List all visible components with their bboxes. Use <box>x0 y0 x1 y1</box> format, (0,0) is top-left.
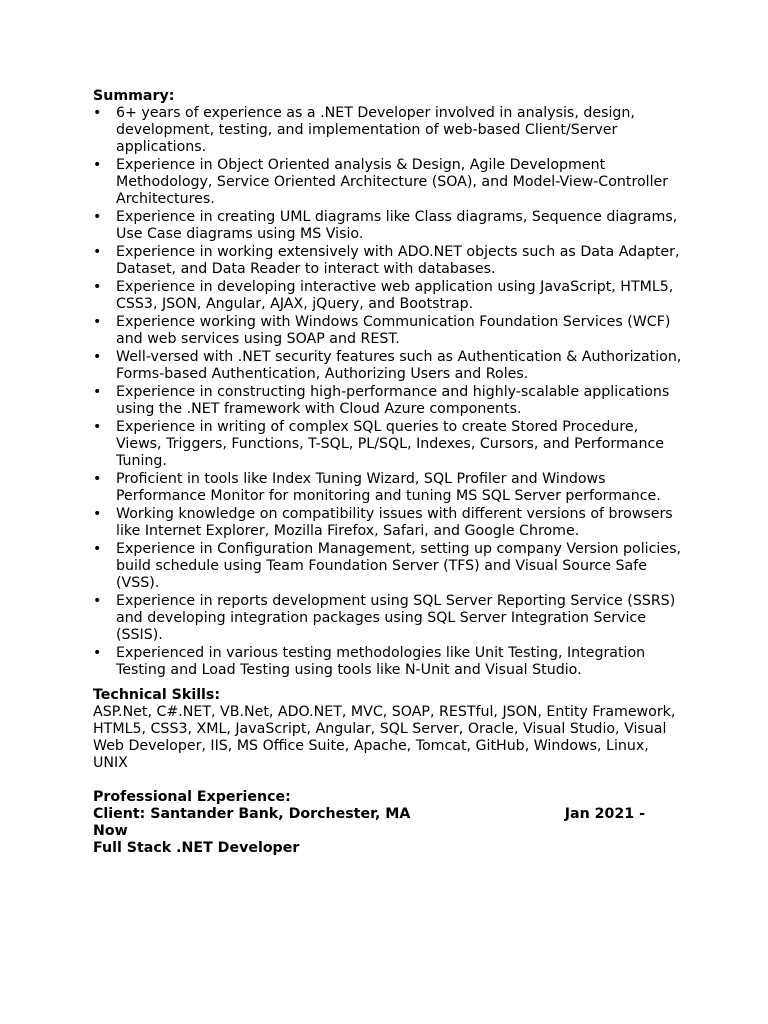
skills-section <box>93 687 683 772</box>
resume-page <box>93 88 683 857</box>
list-item <box>93 279 683 313</box>
list-item <box>93 244 683 278</box>
bullet-icon: • <box>93 244 102 260</box>
list-item-text: Experienced in various testing methodologies like Unit Testing, Integration Testing and Load Testing using tools like N-Unit and Visual Studio. <box>116 645 646 678</box>
list-item-text: Experience working with Windows Communication Foundation Services (WCF) and web services using SOAP and REST. <box>116 314 671 347</box>
list-item-text: 6+ years of experience as a .NET Developer involved in analysis, design, development, testing, and implementation of web-based Client/Server applications. <box>116 105 635 155</box>
bullet-icon: • <box>93 314 102 330</box>
list-item-text: Experience in developing interactive web application using JavaScript, HTML5, CSS3, JSON, Angular, AJAX, jQuery, and Bootstrap. <box>116 279 674 312</box>
bullet-icon: • <box>93 157 102 173</box>
list-item-text: Experience in working extensively with ADO.NET objects such as Data Adapter, Dataset, and Data Reader to interact with databases. <box>116 244 680 277</box>
list-item <box>93 349 683 383</box>
employment-dates: Jan 2021 - <box>564 806 645 822</box>
list-item <box>93 419 683 470</box>
bullet-icon: • <box>93 349 102 365</box>
client-name: Client: Santander Bank, Dorchester, MA <box>93 806 411 822</box>
list-item-text: Experience in Configuration Management, setting up company Version policies, build schedule using Team Foundation Server (TFS) and Visual Source Safe (VSS). <box>116 541 681 591</box>
list-item-text: Experience in reports development using SQL Server Reporting Service (SSRS) and developing integration packages using SQL Server Integration Service (SSIS). <box>116 593 676 643</box>
list-item-text: Working knowledge on compatibility issues with different versions of browsers like Internet Explorer, Mozilla Firefox, Safari, and Google Chrome. <box>116 506 673 539</box>
bullet-icon: • <box>93 471 102 487</box>
list-item <box>93 506 683 540</box>
list-item <box>93 314 683 348</box>
list-item-text: Experience in Object Oriented analysis & Design, Agile Development Methodology, Service Oriented Architecture (SOA), and Model-View-Controller Architectures. <box>116 157 669 207</box>
experience-section <box>93 789 683 857</box>
list-item-text: Experience in creating UML diagrams like Class diagrams, Sequence diagrams, Use Case diagrams using MS Visio. <box>116 209 678 242</box>
bullet-icon: • <box>93 593 102 609</box>
skills-text: ASP.Net, C#.NET, VB.Net, ADO.NET, MVC, SOAP, RESTful, JSON, Entity Framework, HTML5, CSS3, XML, JavaScript, Angular, SQL Server, Oracle, Visual Studio, Visual Web Developer, IIS, MS Office Suite, Apache, Tomcat, GitHub, Windows, Linux, UNIX <box>93 704 676 771</box>
skills-heading: Technical Skills: <box>93 687 221 703</box>
experience-heading: Professional Experience: <box>93 789 291 805</box>
list-item-text: Experience in constructing high-performance and highly-scalable applications using the .NET framework with Cloud Azure components. <box>116 384 670 417</box>
summary-heading: Summary: <box>93 88 175 104</box>
bullet-icon: • <box>93 384 102 400</box>
bullet-icon: • <box>93 279 102 295</box>
list-item-text: Proficient in tools like Index Tuning Wizard, SQL Profiler and Windows Performance Monitor for monitoring and tuning MS SQL Server performance. <box>116 471 661 504</box>
job-title: Full Stack .NET Developer <box>93 840 300 856</box>
bullet-icon: • <box>93 645 102 661</box>
bullet-icon: • <box>93 506 102 522</box>
bullet-icon: • <box>93 105 102 121</box>
bullet-icon: • <box>93 419 102 435</box>
list-item-text: Well-versed with .NET security features such as Authentication & Authorization, Forms-based Authentication, Authorizing Users and Roles. <box>116 349 682 382</box>
list-item <box>93 209 683 243</box>
bullet-icon: • <box>93 209 102 225</box>
employment-dates-continued: Now <box>93 823 128 839</box>
list-item <box>93 384 683 418</box>
list-item-text: Experience in writing of complex SQL queries to create Stored Procedure, Views, Triggers, Functions, T-SQL, PL/SQL, Indexes, Cursors, and Performance Tuning. <box>116 419 665 469</box>
list-item <box>93 157 683 208</box>
list-item <box>93 471 683 505</box>
list-item <box>93 105 683 156</box>
summary-list <box>93 105 683 679</box>
summary-section <box>93 88 683 679</box>
list-item <box>93 541 683 592</box>
list-item <box>93 645 683 679</box>
list-item <box>93 593 683 644</box>
client-row <box>93 806 645 823</box>
bullet-icon: • <box>93 541 102 557</box>
